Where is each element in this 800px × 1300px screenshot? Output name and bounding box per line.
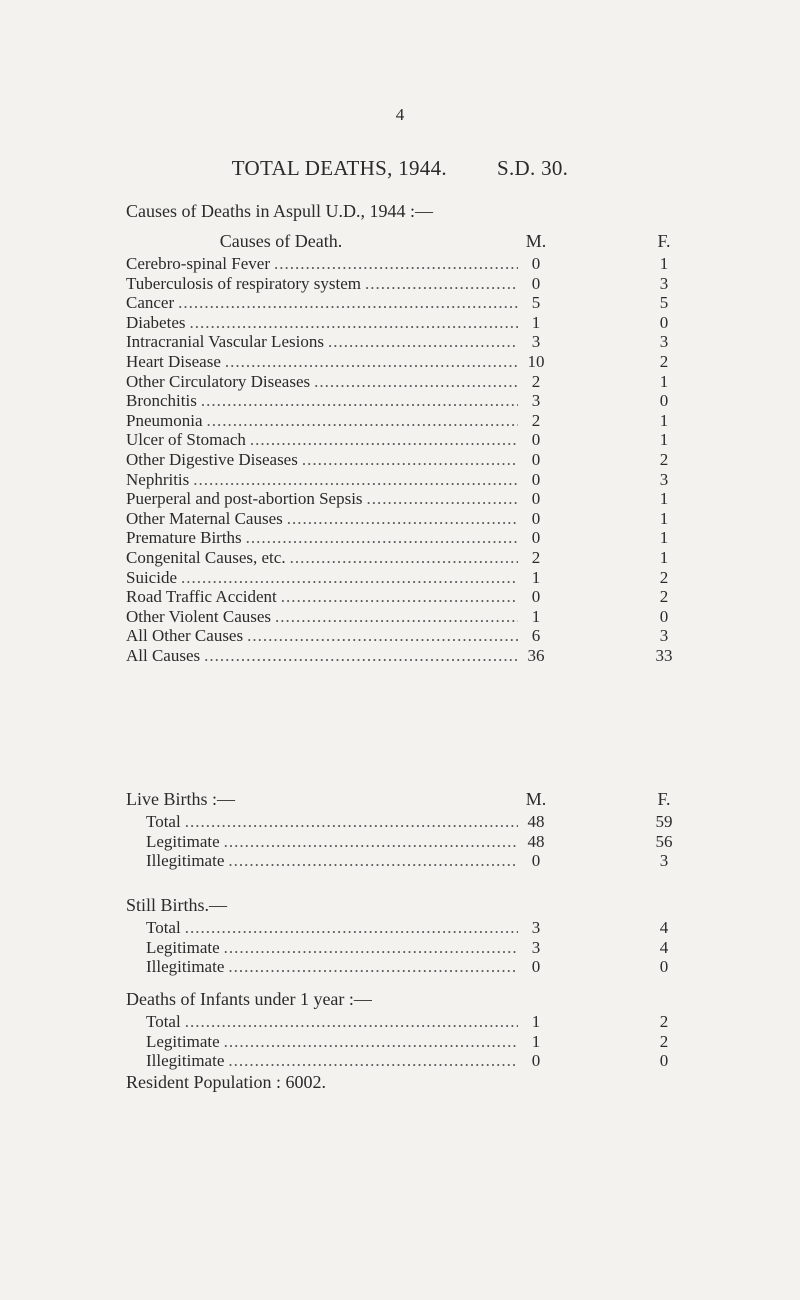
leader-dots: [246, 528, 518, 548]
row-label: Total: [146, 1012, 181, 1031]
cause-row: [126, 548, 674, 568]
female-count: 3: [659, 469, 669, 489]
female-count: 3: [659, 273, 669, 293]
infant-deaths-row: [146, 1051, 674, 1071]
cause-row: [126, 528, 674, 548]
leader-dots: [365, 274, 518, 294]
row-label: Illegitimate: [146, 851, 225, 871]
male-count: 48: [527, 812, 545, 831]
female-count: 0: [659, 606, 669, 626]
infant-deaths-row: [146, 1012, 674, 1032]
row-label: Premature Births: [126, 528, 242, 548]
female-count: 1: [659, 371, 669, 391]
female-count: 3: [659, 851, 669, 871]
live-births-title: [126, 786, 674, 812]
leader-dots: [367, 489, 518, 509]
page-title: [0, 156, 800, 181]
cause-row: [126, 274, 674, 294]
row-label: Nephritis: [126, 469, 190, 489]
male-count: 0: [531, 1051, 541, 1071]
cause-row: [126, 293, 674, 313]
leader-dots: [281, 587, 518, 607]
leader-dots: [228, 957, 518, 977]
leader-dots: [290, 548, 518, 568]
cause-row: [126, 332, 674, 352]
causes-rows: [126, 254, 674, 665]
leader-dots: [250, 430, 518, 450]
male-count: 48: [527, 831, 545, 851]
male-count: 0: [531, 508, 541, 528]
row-label: Other Circulatory Diseases: [126, 371, 311, 391]
infant-deaths-title-text: Deaths of Infants under 1 year :—: [126, 989, 372, 1009]
cause-row: [126, 607, 674, 627]
female-count: 4: [659, 937, 669, 957]
female-count: 1: [659, 410, 669, 430]
row-label: Legitimate: [146, 937, 220, 957]
female-count: 56: [655, 831, 673, 851]
female-count: 1: [659, 528, 669, 548]
live-births-female-header: F.: [657, 789, 671, 809]
row-label: Illegitimate: [146, 1051, 225, 1071]
male-count: 10: [527, 351, 545, 371]
male-count: 3: [531, 332, 541, 352]
page-title-text: TOTAL DEATHS, 1944.: [231, 156, 447, 180]
female-count: 2: [659, 351, 669, 371]
female-count: 5: [659, 293, 669, 313]
infant-deaths-table: [126, 986, 674, 1071]
male-count: 0: [531, 587, 541, 607]
female-count: 1: [659, 489, 669, 509]
row-label: Total: [146, 812, 181, 831]
female-count: 1: [659, 430, 669, 450]
leader-dots: [302, 450, 518, 470]
infant-deaths-rows: [126, 1012, 674, 1071]
female-count: 59: [655, 812, 673, 831]
infant-deaths-row: [146, 1032, 674, 1052]
still-births-title: [126, 892, 674, 918]
leader-dots: [274, 254, 518, 274]
row-label: Cerebro-spinal Fever: [126, 254, 270, 273]
row-label: Suicide: [126, 567, 177, 587]
live-births-title-text: Live Births :—: [126, 789, 235, 809]
leader-dots: [193, 470, 518, 490]
row-label: Tuberculosis of respiratory system: [126, 273, 361, 293]
female-count: 0: [659, 957, 669, 977]
row-label: Legitimate: [146, 1031, 220, 1051]
intro-line: Causes of Deaths in Aspull U.D., 1944 :—: [126, 201, 433, 221]
leader-dots: [185, 918, 518, 938]
causes-header: [126, 228, 674, 254]
cause-row: [126, 489, 674, 509]
female-header: F.: [657, 231, 671, 251]
female-count: 2: [659, 1012, 669, 1031]
cause-row: [126, 391, 674, 411]
male-count: 3: [531, 391, 541, 411]
female-count: 3: [659, 626, 669, 646]
district-code: S.D. 30.: [496, 156, 569, 180]
male-count: 0: [531, 449, 541, 469]
leader-dots: [207, 411, 519, 431]
female-count: 0: [659, 1051, 669, 1071]
female-count: 3: [659, 332, 669, 352]
leader-dots: [204, 646, 518, 666]
leader-dots: [201, 391, 518, 411]
row-label: All Other Causes: [126, 626, 244, 646]
cause-row: [126, 372, 674, 392]
male-count: 0: [531, 489, 541, 509]
cause-row: [126, 313, 674, 333]
leader-dots: [224, 938, 518, 958]
male-count: 0: [531, 528, 541, 548]
leader-dots: [228, 851, 518, 871]
cause-row: [126, 568, 674, 588]
female-count: 0: [659, 391, 669, 411]
female-count: 0: [659, 312, 669, 332]
male-count: 0: [531, 430, 541, 450]
still-births-table: [126, 892, 674, 977]
male-count: 1: [531, 1031, 541, 1051]
leader-dots: [225, 352, 518, 372]
leader-dots: [189, 313, 518, 333]
cause-row: [126, 450, 674, 470]
female-count: 1: [659, 254, 669, 273]
male-count: 0: [531, 957, 541, 977]
male-count: 0: [531, 273, 541, 293]
still-births-title-text: Still Births.—: [126, 895, 228, 915]
male-count: 5: [531, 293, 541, 313]
female-count: 4: [659, 918, 669, 937]
male-count: 2: [531, 547, 541, 567]
male-count: 1: [531, 312, 541, 332]
male-header: M.: [525, 231, 547, 251]
live-births-rows: [126, 812, 674, 871]
leader-dots: [185, 1012, 518, 1032]
cause-row: [126, 411, 674, 431]
leader-dots: [314, 372, 518, 392]
female-count: 1: [659, 547, 669, 567]
leader-dots: [224, 832, 518, 852]
still-births-row: [146, 938, 674, 958]
causes-header-label: Causes of Death.: [219, 231, 343, 251]
cause-row: [126, 626, 674, 646]
male-count: 0: [531, 469, 541, 489]
cause-row: [126, 509, 674, 529]
row-label: Illegitimate: [146, 957, 225, 977]
row-label: Other Violent Causes: [126, 606, 272, 626]
live-births-row: [146, 851, 674, 871]
leader-dots: [328, 332, 518, 352]
female-count: 2: [659, 1031, 669, 1051]
row-label: Cancer: [126, 293, 175, 313]
row-label: Diabetes: [126, 312, 186, 332]
still-births-rows: [126, 918, 674, 977]
row-label: Ulcer of Stomach: [126, 430, 246, 450]
row-label: All Causes: [126, 645, 201, 665]
live-births-table: [126, 786, 674, 871]
row-label: Bronchitis: [126, 391, 197, 411]
cause-row: [126, 430, 674, 450]
row-label: Road Traffic Accident: [126, 587, 277, 607]
causes-table: [126, 228, 674, 665]
female-count: 2: [659, 567, 669, 587]
male-count: 3: [531, 937, 541, 957]
live-births-row: [146, 832, 674, 852]
male-count: 1: [531, 1012, 541, 1031]
row-label: Puerperal and post-abortion Sepsis: [126, 489, 363, 509]
still-births-row: [146, 957, 674, 977]
live-births-male-header: M.: [525, 789, 547, 809]
female-count: 2: [659, 587, 669, 607]
male-count: 0: [531, 254, 541, 273]
male-count: 2: [531, 410, 541, 430]
infant-deaths-title: [126, 986, 674, 1012]
leader-dots: [178, 293, 518, 313]
page-number: 4: [395, 105, 405, 124]
row-label: Intracranial Vascular Lesions: [126, 332, 324, 352]
male-count: 1: [531, 606, 541, 626]
leader-dots: [247, 626, 518, 646]
row-label: Other Maternal Causes: [126, 508, 283, 528]
male-count: 3: [531, 918, 541, 937]
row-label: Legitimate: [146, 831, 220, 851]
row-label: Other Digestive Diseases: [126, 449, 298, 469]
leader-dots: [224, 1032, 518, 1052]
leader-dots: [181, 568, 518, 588]
female-count: 33: [655, 645, 673, 665]
live-births-row: [146, 812, 674, 832]
leader-dots: [185, 812, 518, 832]
male-count: 2: [531, 371, 541, 391]
cause-row: [126, 587, 674, 607]
male-count: 6: [531, 626, 541, 646]
cause-row: [126, 254, 674, 274]
row-label: Congenital Causes, etc.: [126, 547, 286, 567]
female-count: 1: [659, 508, 669, 528]
cause-row: [126, 646, 674, 666]
leader-dots: [228, 1051, 518, 1071]
still-births-row: [146, 918, 674, 938]
cause-row: [126, 352, 674, 372]
male-count: 1: [531, 567, 541, 587]
male-count: 36: [527, 645, 545, 665]
male-count: 0: [531, 851, 541, 871]
leader-dots: [275, 607, 518, 627]
leader-dots: [287, 509, 518, 529]
row-label: Heart Disease: [126, 351, 221, 371]
cause-row: [126, 470, 674, 490]
row-label: Total: [146, 918, 181, 937]
resident-population: Resident Population : 6002.: [126, 1072, 326, 1092]
row-label: Pneumonia: [126, 410, 203, 430]
female-count: 2: [659, 449, 669, 469]
